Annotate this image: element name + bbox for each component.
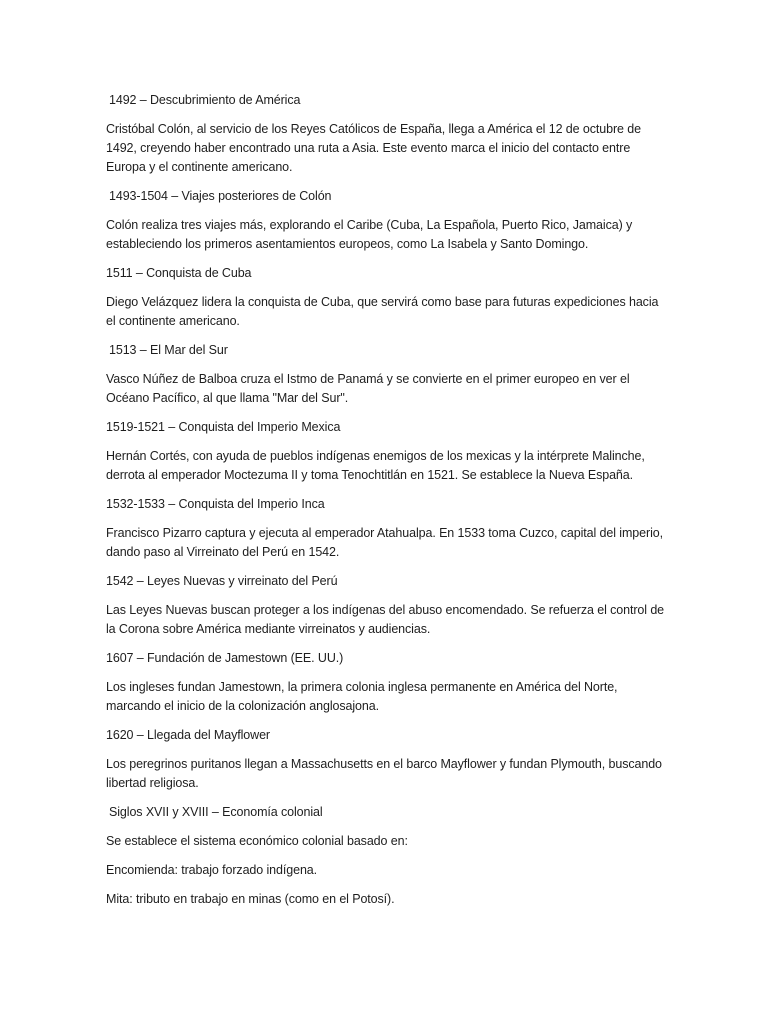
section-paragraph: Cristóbal Colón, al servicio de los Reyes Católicos de España, llega a América el 12 de octubre de 1492, creyendo haber encontrado una ruta a Asia. Este evento marca el inicio del contacto entre Europa y el continente americano. — [106, 122, 641, 174]
section-paragraph: Hernán Cortés, con ayuda de pueblos indígenas enemigos de los mexicas y la intérprete Malinche, derrota al emperador Moctezuma II y toma Tenochtitlán en 1521. Se establece la Nueva España. — [106, 449, 645, 482]
section-paragraph: Las Leyes Nuevas buscan proteger a los indígenas del abuso encomendado. Se refuerza el control de la Corona sobre América mediante virreinatos y audiencias. — [106, 603, 665, 636]
section-heading: 1620 – Llegada del Mayflower — [106, 728, 270, 742]
list-item: Mita: tributo en trabajo en minas (como en el Potosí). — [106, 892, 395, 906]
section-heading: 1513 – El Mar del Sur — [109, 343, 228, 357]
section-heading: 1493-1504 – Viajes posteriores de Colón — [109, 189, 332, 203]
section-paragraph: Los ingleses fundan Jamestown, la primera colonia inglesa permanente en América del Norte, marcando el inicio de la colonización anglosajona. — [106, 680, 618, 713]
section-paragraph: Vasco Núñez de Balboa cruza el Istmo de Panamá y se convierte en el primer europeo en ver el Océano Pacífico, al que llama "Mar del Sur". — [106, 372, 630, 405]
section-heading: 1532-1533 – Conquista del Imperio Inca — [106, 497, 325, 511]
section-paragraph: Se establece el sistema económico colonial basado en: — [106, 834, 408, 848]
section-heading: 1542 – Leyes Nuevas y virreinato del Perú — [106, 574, 338, 588]
document-body — [106, 91, 666, 919]
section-heading: Siglos XVII y XVIII – Economía colonial — [109, 805, 323, 819]
section-paragraph: Francisco Pizarro captura y ejecuta al emperador Atahualpa. En 1533 toma Cuzco, capital del imperio, dando paso al Virreinato del Perú en 1542. — [106, 526, 663, 559]
section-paragraph: Diego Velázquez lidera la conquista de Cuba, que servirá como base para futuras expediciones hacia el continente americano. — [106, 295, 659, 328]
section-heading: 1607 – Fundación de Jamestown (EE. UU.) — [106, 651, 344, 665]
section-heading: 1511 – Conquista de Cuba — [106, 266, 252, 280]
section-heading: 1492 – Descubrimiento de América — [109, 93, 301, 107]
section-paragraph: Los peregrinos puritanos llegan a Massachusetts en el barco Mayflower y fundan Plymouth, buscando libertad religiosa. — [106, 757, 662, 790]
section-heading: 1519-1521 – Conquista del Imperio Mexica — [106, 420, 341, 434]
section-paragraph: Colón realiza tres viajes más, explorando el Caribe (Cuba, La Española, Puerto Rico, Jamaica) y estableciendo los primeros asentamientos europeos, como La Isabela y Santo Domingo. — [106, 218, 633, 251]
list-item: Encomienda: trabajo forzado indígena. — [106, 863, 318, 877]
